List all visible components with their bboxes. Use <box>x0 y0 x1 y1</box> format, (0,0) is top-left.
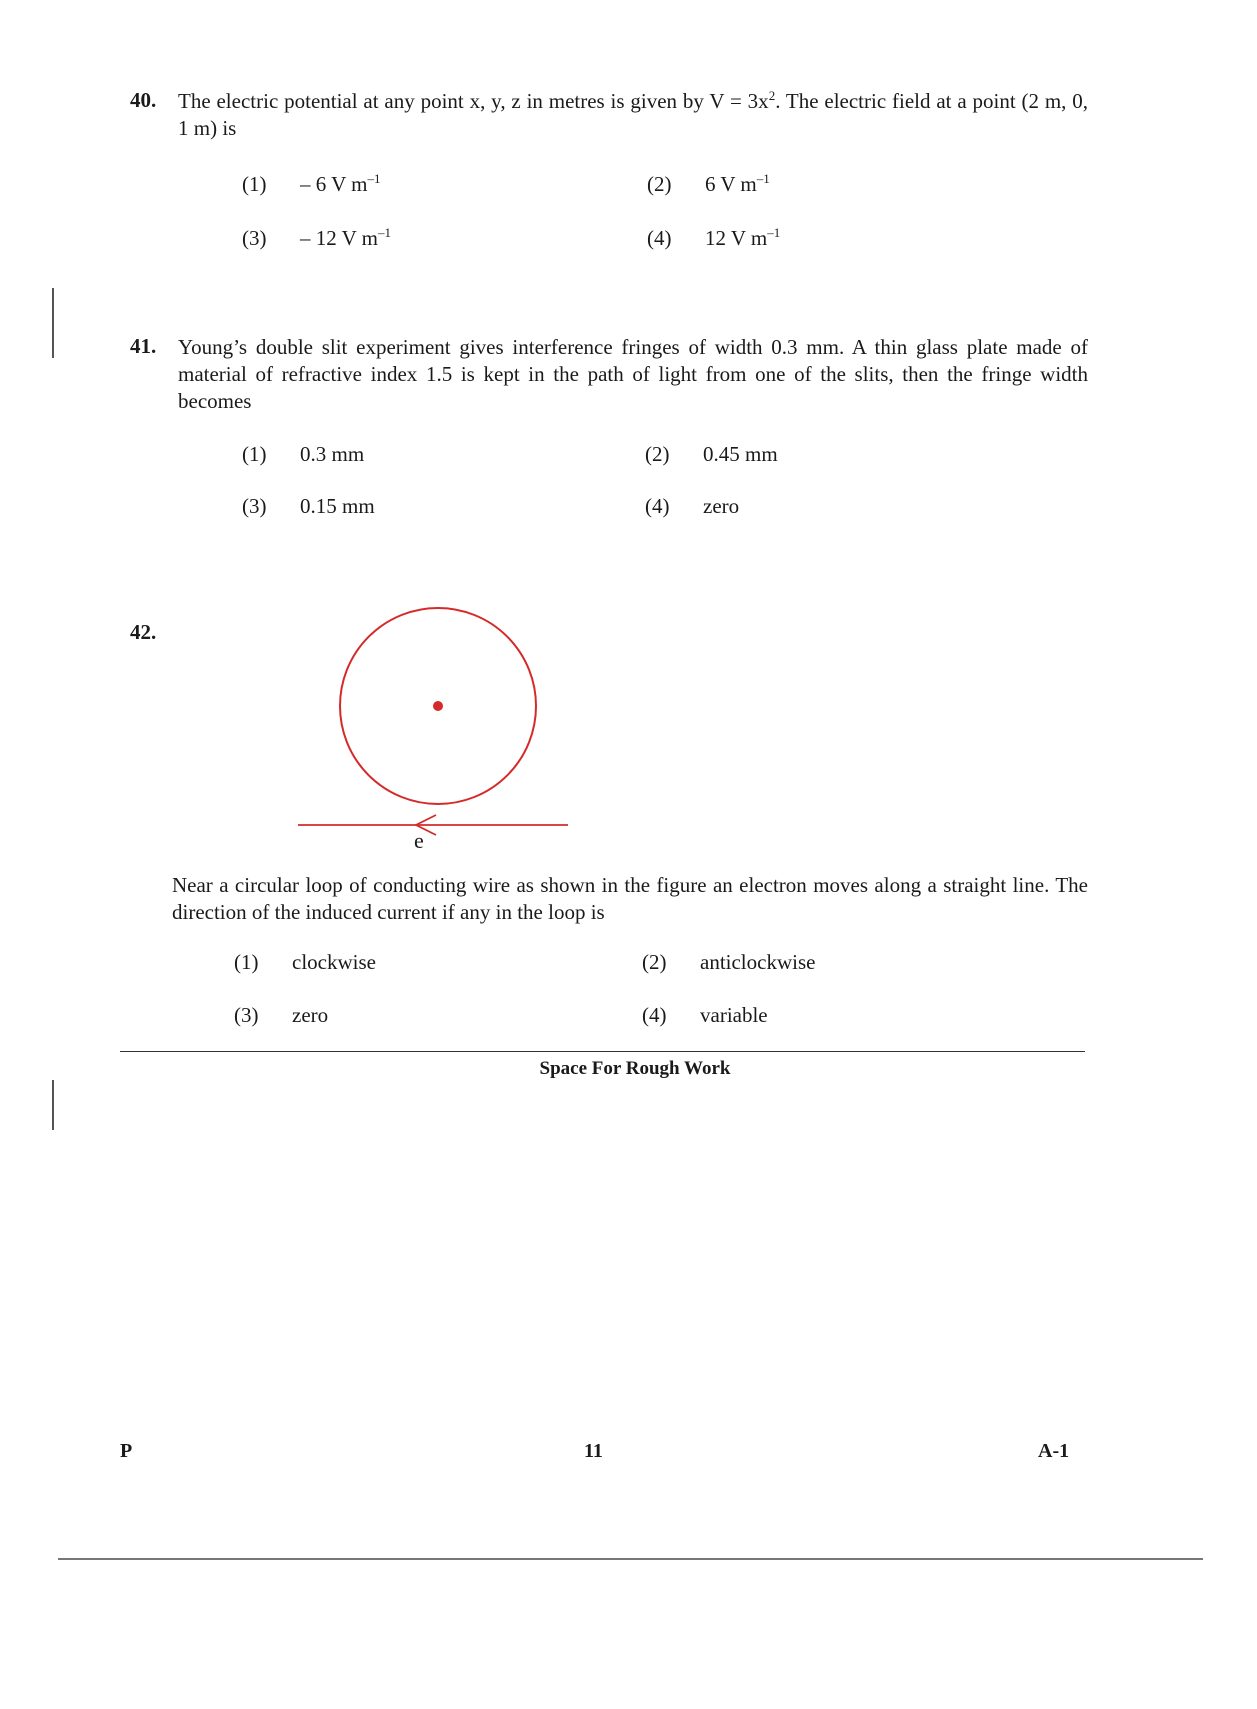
question-number: 41. <box>130 334 157 358</box>
question-number: 40. <box>130 88 157 112</box>
option-number: (3) <box>242 226 267 250</box>
option-value: anticlockwise <box>700 950 816 974</box>
option-value: 0.3 mm <box>300 442 365 466</box>
option-exponent: –1 <box>767 225 781 240</box>
option[interactable] <box>242 494 375 519</box>
option[interactable] <box>647 172 770 197</box>
option[interactable] <box>642 950 815 975</box>
question-text: Young’s double slit experiment gives interference fringes of width 0.3 mm. A thin glass plate made of material of refractive index 1.5 is kept in the path of light from one of the slits, then the fringe width becomes <box>178 335 1088 413</box>
option-value: 0.15 mm <box>300 494 375 518</box>
page-number: 11 <box>584 1440 603 1462</box>
option-value: zero <box>703 494 740 518</box>
option-number: (4) <box>645 494 670 518</box>
option[interactable] <box>647 226 780 251</box>
option-value: clockwise <box>292 950 376 974</box>
option-number: (2) <box>647 172 672 196</box>
question-text <box>178 88 1088 142</box>
option[interactable] <box>234 1003 328 1028</box>
option-value: 0.45 mm <box>703 442 778 466</box>
margin-mark <box>52 1080 54 1130</box>
electron-label: e <box>414 828 424 853</box>
option-exponent: –1 <box>367 171 381 186</box>
footer-series-code: A-1 <box>1038 1440 1070 1462</box>
option-number: (4) <box>647 226 672 250</box>
margin-mark <box>52 288 54 358</box>
option[interactable] <box>645 442 778 467</box>
question-text-exponent: 2 <box>768 88 776 103</box>
option-number: (3) <box>234 1003 259 1027</box>
option-value: 12 V m <box>705 226 768 250</box>
footer-booklet-code: P <box>120 1440 133 1462</box>
option-number: (2) <box>642 950 667 974</box>
rough-work-label: Space For Rough Work <box>539 1058 731 1079</box>
option-value: zero <box>292 1003 329 1027</box>
option-number: (2) <box>645 442 670 466</box>
option-number: (1) <box>242 172 267 196</box>
option-number: (4) <box>642 1003 667 1027</box>
option[interactable] <box>242 442 364 467</box>
option-exponent: –1 <box>378 225 391 240</box>
option[interactable] <box>234 950 376 975</box>
option-number: (1) <box>242 442 267 466</box>
option-value: – 6 V m <box>300 172 368 196</box>
option[interactable] <box>242 226 391 251</box>
page-bottom-edge <box>58 1558 1203 1560</box>
loop-center-dot <box>433 701 443 711</box>
option-number: (3) <box>242 494 267 518</box>
rough-work-divider <box>120 1051 1085 1052</box>
option-number: (1) <box>234 950 259 974</box>
option-value: variable <box>700 1003 768 1027</box>
loop-figure <box>290 590 610 853</box>
question-text: Near a circular loop of conducting wire as shown in the figure an electron moves along a straight line. The direction of the induced current if any in the loop is <box>172 873 1088 924</box>
option-value: 6 V m <box>705 172 757 196</box>
question-number: 42. <box>130 620 157 644</box>
question-text-part: . The electric field at a point (2 m, 0, 1 m) is <box>178 89 1089 140</box>
question-text-part: The electric potential at any point x, y, z in metres is given by V = 3x <box>178 89 769 113</box>
option-exponent: –1 <box>756 171 770 186</box>
option[interactable] <box>642 1003 768 1028</box>
option[interactable] <box>645 494 739 519</box>
option[interactable] <box>242 172 381 197</box>
option-value: – 12 V m <box>300 226 378 250</box>
